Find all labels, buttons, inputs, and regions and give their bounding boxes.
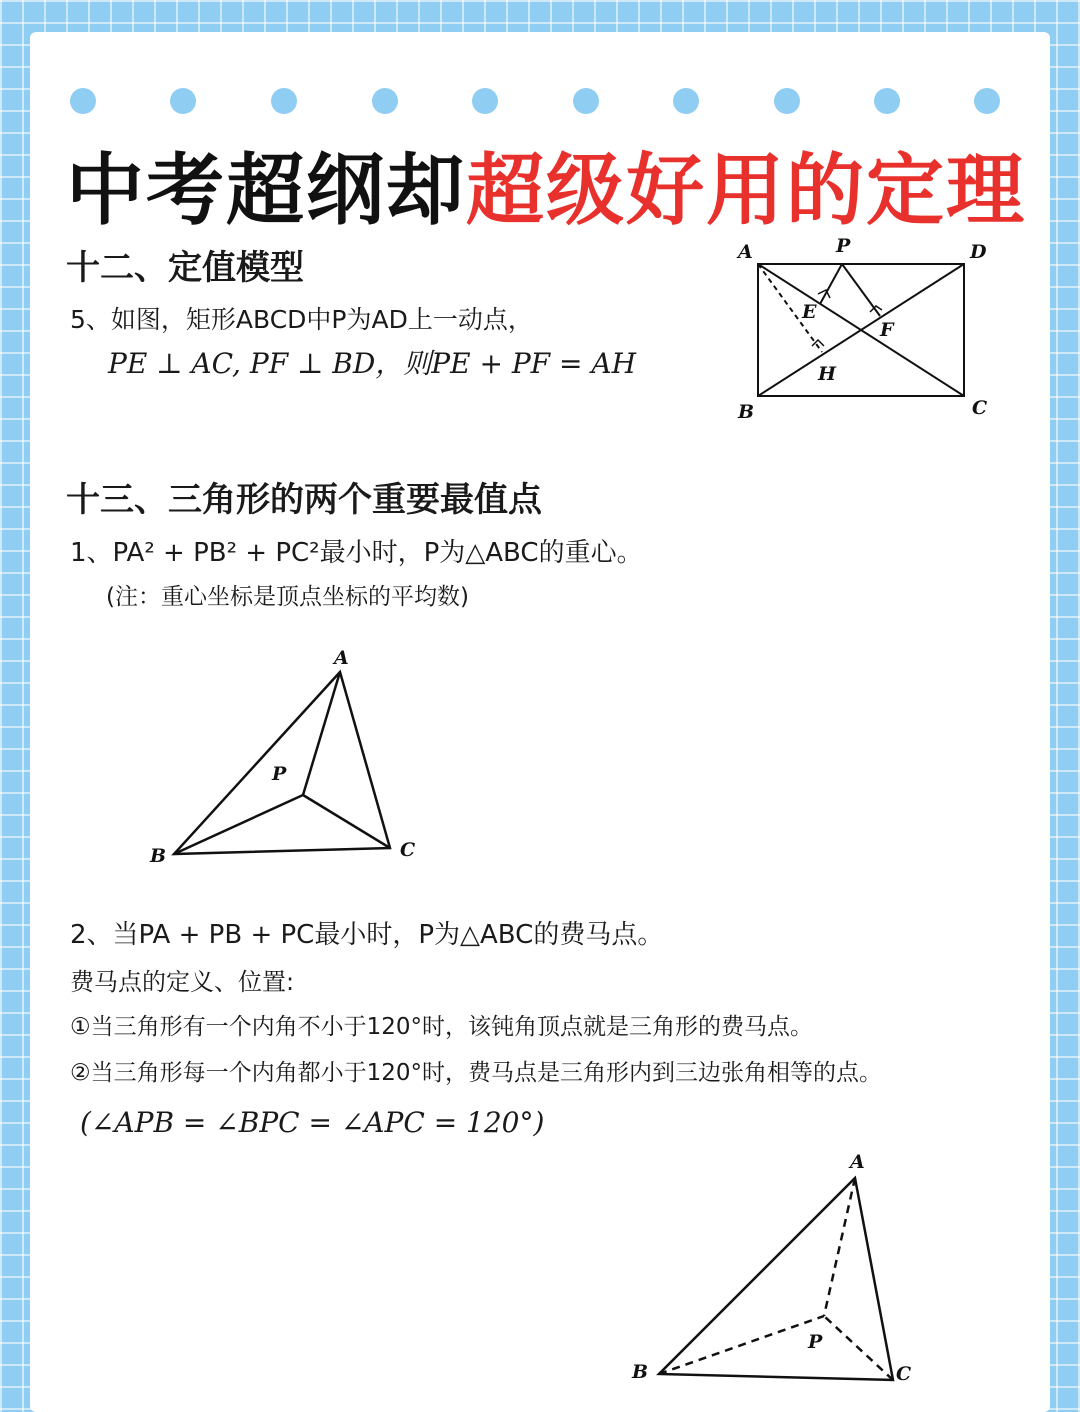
- item1-note: (注：重心坐标是顶点坐标的平均数): [106, 584, 469, 610]
- section-12-heading: 十二、定值模型: [66, 248, 304, 288]
- label-c: C: [896, 1363, 912, 1382]
- binder-dot: [472, 88, 498, 114]
- paper-card: [30, 32, 1050, 1412]
- segment-pb: [174, 795, 303, 854]
- binder-dot: [271, 88, 297, 114]
- title-part-red: 超级好用的定理: [466, 146, 1027, 236]
- binder-dot: [372, 88, 398, 114]
- label-c: C: [972, 397, 988, 419]
- item5-line2: PE ⊥ AC, PF ⊥ BD，则PE + PF = AH: [108, 347, 636, 380]
- label-e: E: [802, 301, 817, 323]
- label-b: B: [738, 401, 755, 423]
- label-a: A: [850, 1151, 865, 1173]
- segment-pe: [820, 264, 842, 304]
- fermat-rule-2: ②当三角形每一个内角都小于120°时，费马点是三角形内到三边张角相等的点。: [70, 1060, 883, 1086]
- fermat-rule-1: ①当三角形有一个内角不小于120°时，该钝角顶点就是三角形的费马点。: [70, 1014, 814, 1040]
- rectangle-figure: [730, 232, 1030, 432]
- binder-dot: [170, 88, 196, 114]
- label-p: P: [836, 235, 851, 257]
- item1-line: 1、PA² + PB² + PC²最小时，P为△ABC的重心。: [70, 538, 643, 568]
- label-p: P: [808, 1331, 823, 1353]
- label-h: H: [818, 363, 836, 385]
- section-13-heading: 十三、三角形的两个重要最值点: [66, 480, 542, 520]
- segment-pb: [659, 1316, 824, 1374]
- binder-dot: [974, 88, 1000, 114]
- page-title: [66, 128, 1046, 240]
- label-c: C: [400, 839, 416, 861]
- binder-dot: [774, 88, 800, 114]
- label-b: B: [150, 845, 167, 862]
- label-b: B: [632, 1361, 649, 1382]
- label-d: D: [970, 241, 987, 263]
- binder-dot: [573, 88, 599, 114]
- centroid-triangle-figure: [140, 622, 460, 862]
- label-p: P: [272, 763, 287, 785]
- label-f: F: [880, 319, 894, 341]
- binder-dot: [874, 88, 900, 114]
- title-part-black: 中考超纲却: [66, 146, 467, 236]
- item2-line: 2、当PA + PB + PC最小时，P为△ABC的费马点。: [70, 920, 664, 950]
- binder-dots: [30, 88, 1050, 118]
- binder-dot: [673, 88, 699, 114]
- item5-line1: 5、如图，矩形ABCD中P为AD上一动点，: [70, 305, 533, 334]
- label-a: A: [334, 647, 349, 669]
- fermat-triangle-figure: [610, 1112, 930, 1382]
- angle-equation: (∠APB = ∠BPC = ∠APC = 120°): [80, 1106, 545, 1139]
- segment-pa: [824, 1178, 855, 1316]
- triangle-abc: [659, 1178, 893, 1380]
- binder-dot: [70, 88, 96, 114]
- label-a: A: [738, 241, 753, 263]
- fermat-definition: 费马点的定义、位置:: [70, 968, 295, 996]
